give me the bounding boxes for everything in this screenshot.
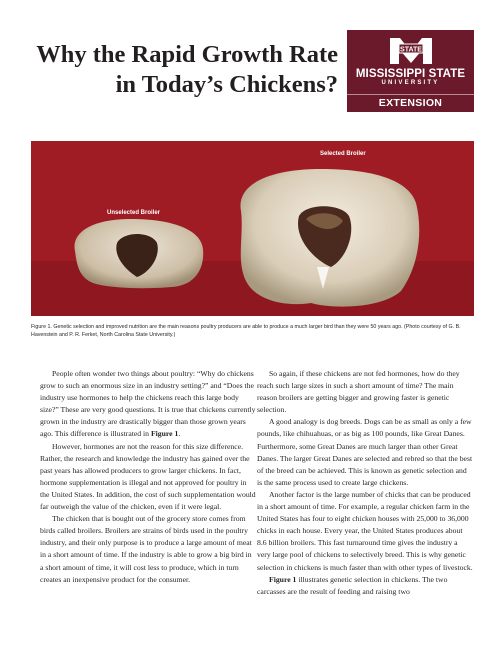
paragraph-1: People often wonder two things about poultry: “Why do chickens grow to such an enormous size in an industry setting?” and “Does the industry use hormones to help the chickens reach this large body size?” These are very good questions. It is true that chickens currently grown in the industry are drastically bigger than those grown years ago. This difference is illustrated in Figure 1. [40,369,256,439]
msu-extension-logo [347,30,474,112]
paragraph-1-text: People often wonder two things about poultry: “Why do chickens grow to such an enormous size in an industry setting?” and “Does the industry use hormones to help the chickens reach this large body size?” These are very good questions. It is true that chickens currently grown in the industry are drastically bigger than those grown years ago. This difference is illustrated in [40,369,256,439]
title-line-1: Why the Rapid Growth Rate [36,41,338,68]
label-unselected-broiler: Unselected Broiler [107,210,161,216]
paragraph-3: The chicken that is bought out of the grocery store comes from birds called broilers. Broilers are strains of birds used in the poultry industry, and their only purpose is to produce a large amount of meat in a short amount of time. If the industry is able to grow a big bird in a short amount of time, it will cost less to produce, which in turn creates an inexpensive product for the consumer. [40,514,252,584]
logo-line-2: UNIVERSITY [381,80,440,86]
figure-caption: Figure 1. Genetic selection and improved nutrition are the main reasons poultry producers are able to produce a much larger bird than they were 50 years ago. (Photo courtesy of G. B. Havenstein and P. R. Ferket, North Carolina State University.) [31,324,461,338]
emblem-text: STATE [399,46,422,54]
paragraph-5: A good analogy is dog breeds. Dogs can be as small as only a few pounds, like chihuahuas, or as big as 100 pounds, like Great Danes. Furthermore, some Great Danes are much larger than other Great Danes. The larger Great Danes are selected and rebred so that the best of the breed can be achieved. This is known as genetic selection and is the same process used to create large chickens. [257,417,473,487]
body-column-left [40,368,256,586]
page-title [8,40,338,100]
paragraph-2: However, hormones are not the reason for this size difference. Rather, the research and knowledge the industry has gained over the past years has allowed producers to grow larger chickens. In fact, hormone supplementation is illegal and not approved for poultry in the United States. In addition, the cost of such supplementation would far outweigh the value of the chicken, even if it were legal. [40,441,256,512]
title-line-2: in Today’s Chickens? [115,71,338,98]
figure-photo [31,141,474,316]
figure-1-reference: Figure 1 [150,429,179,439]
logo-line-1: MISSISSIPPI STATE [355,68,466,80]
label-selected-broiler: Selected Broiler [320,151,366,157]
figure-1-reference-2: Figure 1 [269,574,297,584]
msu-emblem-icon [386,35,436,67]
paragraph-7-text: illustrates genetic selection in chickens. The two carcasses are the result of feeding and raising two [257,574,448,596]
logo-extension: EXTENSION [347,94,474,112]
carcass-illustration [31,141,474,316]
paragraph-4: So again, if these chickens are not fed hormones, how do they reach such large sizes in such a short amount of time? The main reason broilers are getting bigger and growing faster is genetic selection. [257,369,460,415]
paragraph-7 [257,574,473,598]
body-column-right [257,368,473,598]
paragraph-6: Another factor is the large number of chicks that can be produced in a short amount of time. For example, a regular chicken farm in the United States has four to eight chicken houses with 25,000 to 36,000 chicks in each house. Every year, the United States produces about 8.6 billion broilers. This fast turnaround time gives the industry a very large pool of chickens to selectively breed. This is why genetic selection in chickens is much faster than with other types of livestock. [257,489,473,572]
